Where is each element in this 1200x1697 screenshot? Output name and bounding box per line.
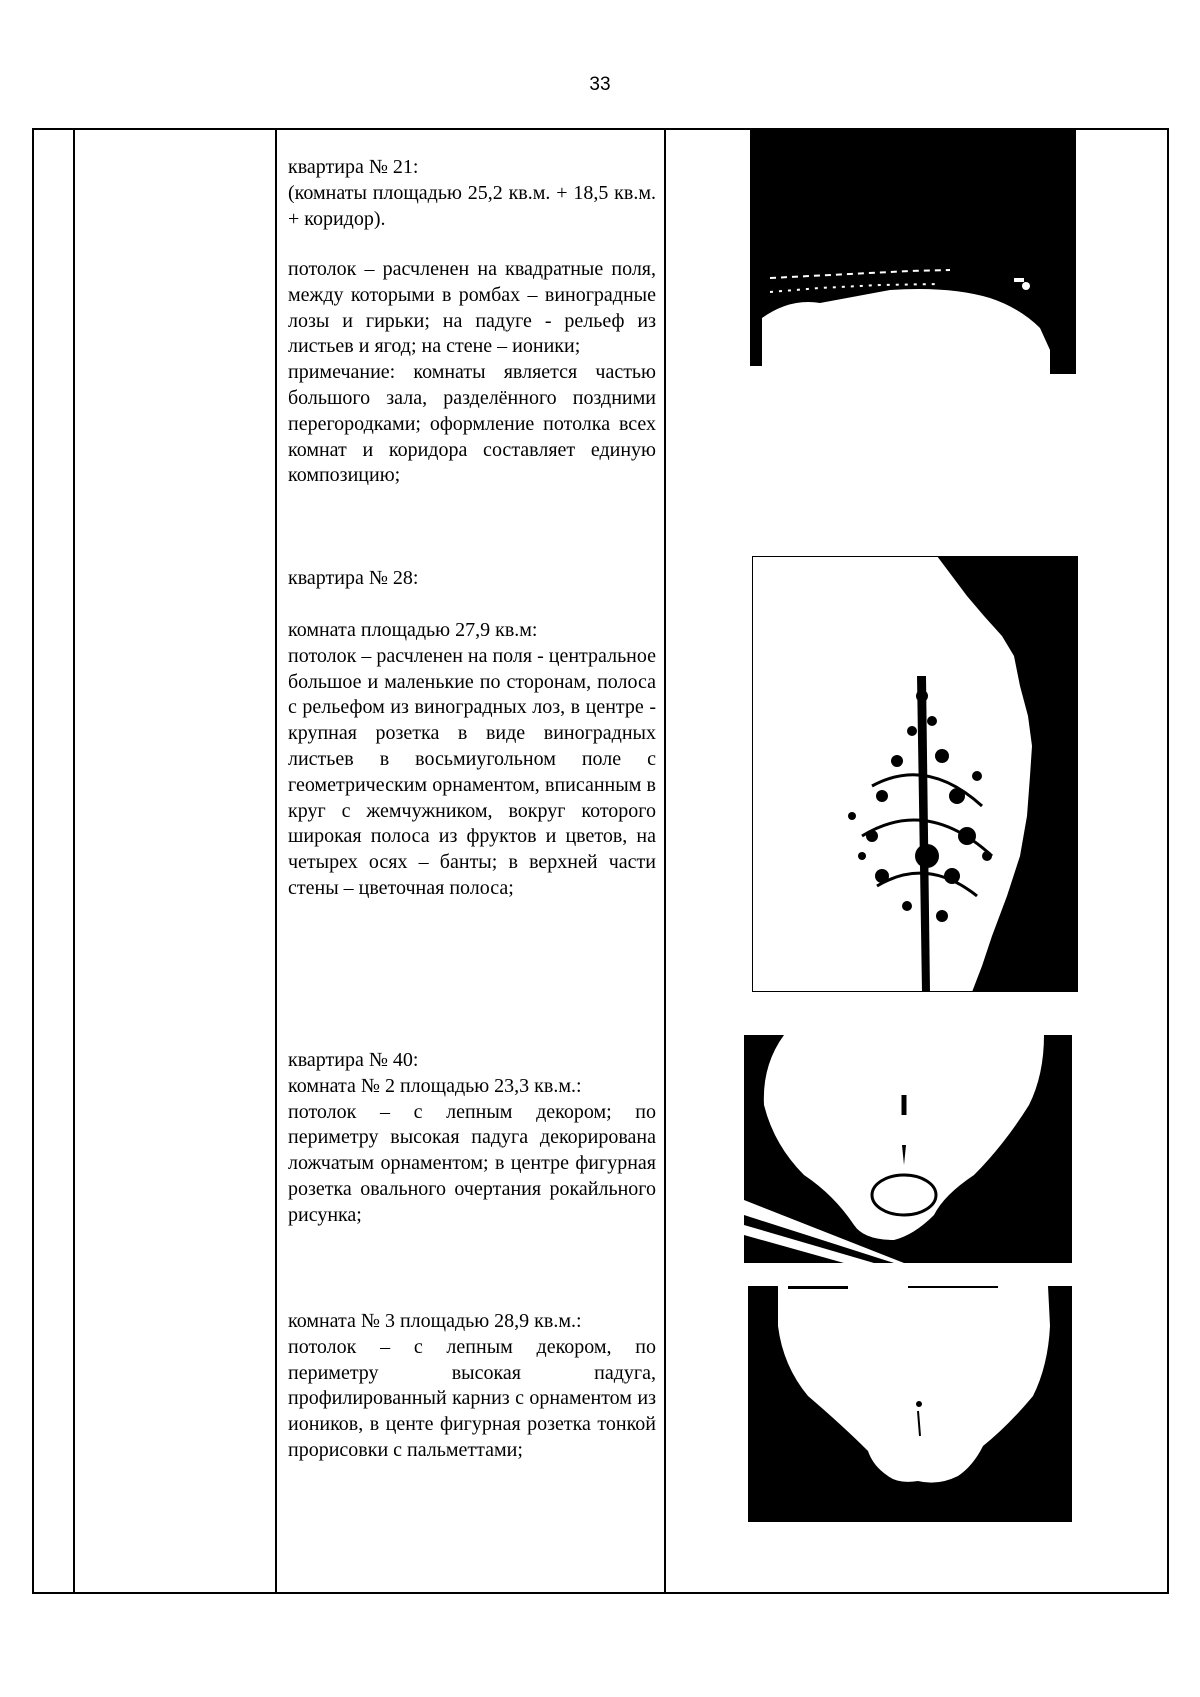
ceiling-rosette-photo-apartment-28 xyxy=(752,556,1078,992)
column-divider-3 xyxy=(664,128,666,1594)
entry-note: примечание: комнаты является частью большого зала, разделённого поздними перегородками; оформление потолка всех комнат и коридора составляет единую композицию; xyxy=(288,361,656,487)
entry-text: потолок – с лепным декором, по периметру высокая падуга, профилированный карниз с орнаментом из иоников, в центе фигурная розетка тонкой прорисовки с пальметтами; xyxy=(288,1335,656,1461)
column-divider-1 xyxy=(73,128,75,1594)
ceiling-photo-apartment-21 xyxy=(750,128,1076,374)
entry-text: (комнаты площадью 25,2 кв.м. + 18,5 кв.м. + коридор). xyxy=(288,181,656,230)
entry-apartment-28-room xyxy=(288,618,656,902)
entry-apartment-21 xyxy=(288,155,656,232)
entry-apartment-28 xyxy=(288,566,656,592)
entry-subheading: комната № 2 площадью 23,3 кв.м.: xyxy=(288,1074,582,1097)
entry-heading: квартира № 21: xyxy=(288,156,419,178)
entry-heading: квартира № 28: xyxy=(288,567,419,589)
entry-text: потолок – расчленен на квадратные поля, между которыми в ромбах – виноградные лозы и гирьки; на падуге - рельеф из листьев и ягод; на стене – ионики; xyxy=(288,258,656,358)
entry-heading: комната площадью 27,9 кв.м: xyxy=(288,619,538,641)
entry-heading: комната № 3 площадью 28,9 кв.м.: xyxy=(288,1310,582,1332)
entry-text: потолок – расчленен на поля - центральное большое и маленькие по сторонам, полоса с рельефом из виноградных лоз, в центре - крупная розетка в виде виноградных листьев в восьмиугольном поле с геометрическим орнаментом, вписанным в круг с жемчужником, вокруг которого широкая полоса из фруктов и цветов, на четырех осях – банты; в верхней части стены – цветочная полоса; xyxy=(288,644,657,899)
entry-apartment-40 xyxy=(288,1048,656,1229)
entry-text: потолок – с лепным декором; по периметру высокая падуга декорирована ложчатым орнаментом; в центре фигурная розетка овального очертания рокайльного рисунка; xyxy=(288,1100,656,1226)
ceiling-rosette-photo-apartment-40-room-3 xyxy=(748,1286,1072,1522)
entry-apartment-21-ceiling xyxy=(288,257,656,489)
column-divider-2 xyxy=(275,128,277,1594)
entry-apartment-40-room-3 xyxy=(288,1309,656,1464)
ceiling-rosette-photo-apartment-40-room-2 xyxy=(744,1035,1072,1263)
page-number: 33 xyxy=(589,74,611,95)
entry-heading: квартира № 40: xyxy=(288,1049,419,1071)
